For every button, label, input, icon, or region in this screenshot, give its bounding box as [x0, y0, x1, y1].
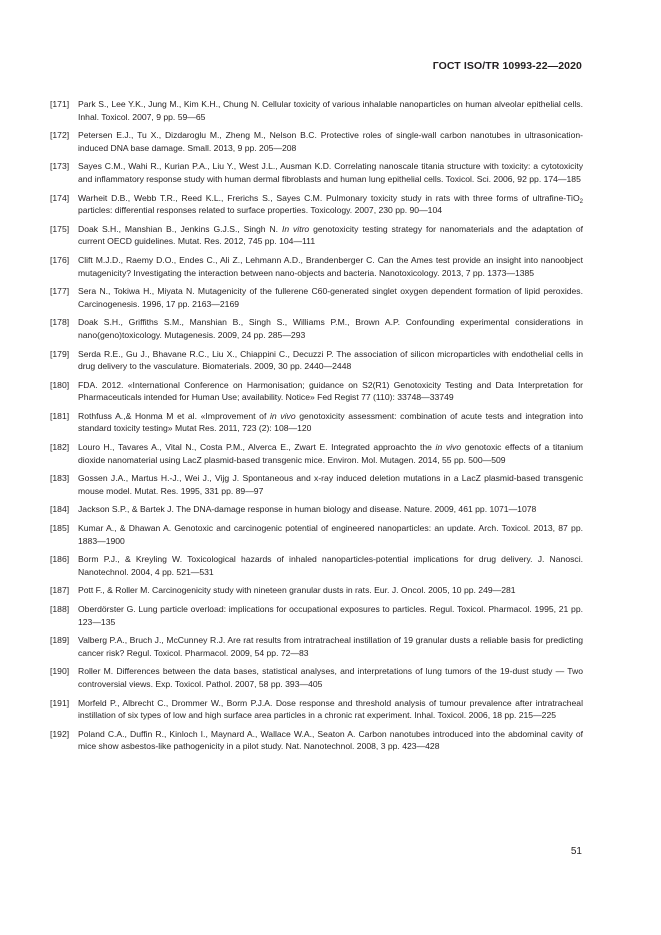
reference-text: [78, 316, 583, 341]
reference-text-segment: Poland C.A., Duffin R., Kinloch I., Maynard A., Wallace W.A., Seaton A. Carbon nanotubes introduced into the abdominal cavity of mice show asbestos-like pathogenicity in a pilot study. Nat. Nanotechnol. 2008, 3 pp. 423—428: [78, 728, 583, 752]
reference-text-segment: in vivo: [435, 442, 462, 453]
reference-item: [50, 728, 583, 753]
reference-number: [179]: [50, 348, 70, 359]
reference-item: [50, 472, 583, 497]
reference-text-segment: genotoxicity testing strategy for nanomaterials and the adaptation of current OECD guidelines. Mutat. Res. 2012, 745 pp. 104—111: [78, 223, 583, 247]
reference-number: [173]: [50, 161, 70, 172]
reference-text-segment: FDA. 2012. «International Conference on Harmonisation; guidance on S2(R1) Genotoxicity Testing and Data Interpretation for Pharmaceuticals intended for Human Use; availability. Notice» Fed Regist 77 (110): 33748—33749: [78, 379, 583, 403]
reference-text: [78, 254, 583, 279]
reference-item: [50, 697, 583, 722]
reference-text: [78, 348, 583, 373]
reference-text-segment: Morfeld P., Albrecht C., Drommer W., Borm P.J.A. Dose response and threshold analysis of tumour prevalence after intratracheal instillation of six types of low and high surface area particles in a chronic rat experiment. Inhal. Toxicol. 2006, 18 pp. 215—225: [78, 697, 583, 721]
reference-number: [190]: [50, 666, 70, 677]
reference-text-segment: Park S., Lee Y.K., Jung M., Kim K.H., Chung N. Cellular toxicity of various inhalable nanoparticles on human alveolar epithelial cells. Inhal. Toxicol. 2007, 9 pp. 59—65: [78, 99, 583, 122]
reference-number: [183]: [50, 473, 70, 484]
reference-number: [177]: [50, 286, 70, 297]
reference-text: [78, 665, 583, 690]
reference-number: [174]: [50, 192, 70, 203]
reference-number: [172]: [50, 130, 70, 141]
reference-number: [191]: [50, 697, 70, 708]
reference-text: [78, 553, 583, 578]
reference-item: [50, 160, 583, 185]
reference-item: [50, 98, 583, 123]
reference-text-segment: Petersen E.J., Tu X., Dizdaroglu M., Zheng M., Nelson B.C. Protective roles of single-wall carbon nanotubes in ultrasonication-induced DNA base damage. Small. 2013, 9 pp. 205—208: [78, 130, 583, 153]
reference-text-segment: in vivo: [270, 410, 296, 421]
reference-text: [78, 410, 583, 435]
reference-item: [50, 223, 583, 248]
reference-text-segment: Kumar A., & Dhawan A. Genotoxic and carcinogenic potential of engineered nanoparticles: an update. Arch. Toxicol. 2013, 87 pp. 1883—1900: [78, 523, 583, 546]
reference-text: [78, 503, 583, 516]
reference-number: [171]: [50, 99, 70, 109]
reference-item: [50, 584, 583, 597]
reference-item: [50, 441, 583, 466]
reference-text: [78, 634, 583, 659]
reference-text-segment: Roller M. Differences between the data bases, statistical analyses, and interpretations of lung tumors of the 19-dust study — Two controversial views. Exp. Toxicol. Pathol. 2007, 58 pp. 393—405: [78, 666, 583, 689]
reference-item: [50, 192, 583, 217]
reference-item: [50, 316, 583, 341]
reference-text: [78, 160, 583, 185]
reference-number: [185]: [50, 523, 70, 534]
reference-text-segment: Valberg P.A., Bruch J., McCunney R.J. Are rat results from intratracheal instillation of 19 granular dusts a reliable basis for predicting cancer risk? Regul. Toxicol. Pharmacol. 2009, 54 pp. 72—83: [78, 635, 583, 658]
reference-number: [188]: [50, 604, 70, 614]
reference-number: [192]: [50, 728, 70, 739]
reference-item: [50, 285, 583, 310]
reference-text: [78, 522, 583, 547]
reference-text: [78, 223, 583, 248]
reference-item: [50, 665, 583, 690]
reference-item: [50, 129, 583, 154]
reference-item: [50, 634, 583, 659]
reference-number: [178]: [50, 317, 70, 328]
reference-text-segment: Gossen J.A., Martus H.-J., Wei J., Vijg J. Spontaneous and x-ray induced deletion mutations in a LacZ plasmid-based transgenic mouse model. Mutat. Res. 1995, 331 pp. 89—97: [78, 473, 583, 496]
page-number: 51: [570, 846, 582, 857]
reference-item: [50, 254, 583, 279]
reference-text-segment: Doak S.H., Griffiths S.M., Manshian B., Singh S., Williams P.M., Brown A.P. Confounding experimental considerations in nano(geno)toxicology. Mutagenesis. 2009, 24 pp. 285—293: [78, 317, 583, 340]
reference-text-segment: In vitro: [281, 223, 310, 234]
reference-item: [50, 379, 583, 404]
reference-text: [78, 129, 583, 154]
reference-number: [176]: [50, 254, 70, 265]
reference-number: [182]: [50, 442, 70, 453]
reference-text-segment: Louro H., Tavares A., Vital N., Costa P.M., Alverca E., Zwart E. Integrated approachto the: [78, 442, 436, 453]
reference-text-segment: Sayes C.M., Wahi R., Kurian P.A., Liu Y., West J.L., Ausman K.D. Correlating nanoscale titania structure with toxicity: a cytotoxicity and inflammatory response study with human dermal fibroblasts and human lung epithelial cells. Toxicol. Sci. 2006, 92 pp. 174—185: [78, 161, 583, 184]
reference-text-segment: particles: differential responses related to surface properties. Toxicology. 2007, 230 pp. 90—104: [78, 205, 443, 216]
reference-number: [180]: [50, 379, 70, 390]
reference-text-segment: Serda R.E., Gu J., Bhavane R.C., Liu X., Chiappini C., Decuzzi P. The association of silicon microparticles with endothelial cells in drug delivery to the vasculature. Biomaterials. 2009, 30 pp. 2440—2448: [78, 348, 583, 372]
reference-text-segment: Sera N., Tokiwa H., Miyata N. Mutagenicity of the fullerene C60-generated singlet oxygen dependent formation of lipid peroxides. Carcinogenesis. 1996, 17 pp. 2163—2169: [78, 286, 583, 309]
reference-text-segment: Pott F., & Roller M. Carcinogenicity study with nineteen granular dusts in rats. Eur. J. Oncol. 2005, 10 pp. 249—281: [78, 585, 516, 596]
reference-text-segment: genotoxic effects of a titanium dioxide nanomaterial using LacZ plasmid-based transgenic mice. Environ. Mol. Mutagen. 2014, 55 pp. 500—509: [78, 442, 584, 465]
reference-text-segment: genotoxicity assessment: combination of acute tests and integration into standard toxicity testing» Mutat Res. 2011, 723 (2): 108—120: [78, 410, 584, 434]
reference-text: [78, 98, 583, 123]
reference-text: [78, 603, 583, 628]
reference-text: [78, 472, 583, 497]
reference-text: [78, 379, 583, 404]
reference-text-segment: Rothfuss A.,& Honma M et al. «Improvement of: [78, 410, 270, 421]
reference-number: [181]: [50, 410, 70, 421]
reference-text: [78, 584, 583, 597]
reference-text: [78, 441, 583, 466]
reference-number: [189]: [50, 635, 70, 646]
reference-text: [78, 728, 583, 753]
reference-list: [50, 98, 583, 759]
reference-item: [50, 410, 583, 435]
reference-text-segment: Borm P.J., & Kreyling W. Toxicological hazards of inhaled nanoparticles-potential implications for drug delivery. J. Nanosci. Nanotechnol. 2004, 4 pp. 521—531: [78, 554, 583, 577]
reference-item: [50, 553, 583, 578]
reference-text-segment: Oberdörster G. Lung particle overload: implications for occupational exposures to particles. Regul. Toxicol. Pharmacol. 1995, 21 pp. 123—135: [78, 604, 583, 627]
reference-item: [50, 522, 583, 547]
reference-number: [184]: [50, 504, 70, 515]
reference-text: [78, 192, 583, 217]
reference-item: [50, 503, 583, 516]
reference-text-segment: Clift M.J.D., Raemy D.O., Endes C., Ali Z., Lehmann A.D., Brandenberger C. Can the Ames test provide an insight into nanoobject mutagenicity? Investigating the interaction between nano-objects and bacteria. Nanotoxicology. 2013, 7 pp. 1373—1385: [78, 254, 583, 278]
document-header-standard-id: ГОСТ ISO/TR 10993-22—2020: [432, 60, 582, 72]
reference-text-segment: Doak S.H., Manshian B., Jenkins G.J.S., Singh N.: [78, 223, 282, 234]
reference-item: [50, 348, 583, 373]
reference-text: [78, 285, 583, 310]
reference-number: [187]: [50, 585, 70, 596]
reference-number: [175]: [50, 223, 70, 234]
reference-text-segment: 2: [579, 198, 583, 205]
reference-number: [186]: [50, 554, 70, 565]
reference-text-segment: Jackson S.P., & Bartek J. The DNA-damage response in human biology and disease. Nature. 2009, 461 pp. 1071—1078: [78, 504, 537, 515]
reference-item: [50, 603, 583, 628]
reference-text-segment: Warheit D.B., Webb T.R., Reed K.L., Frerichs S., Sayes C.M. Pulmonary toxicity study in rats with three forms of ultrafine-TiO: [78, 192, 580, 203]
reference-text: [78, 697, 583, 722]
